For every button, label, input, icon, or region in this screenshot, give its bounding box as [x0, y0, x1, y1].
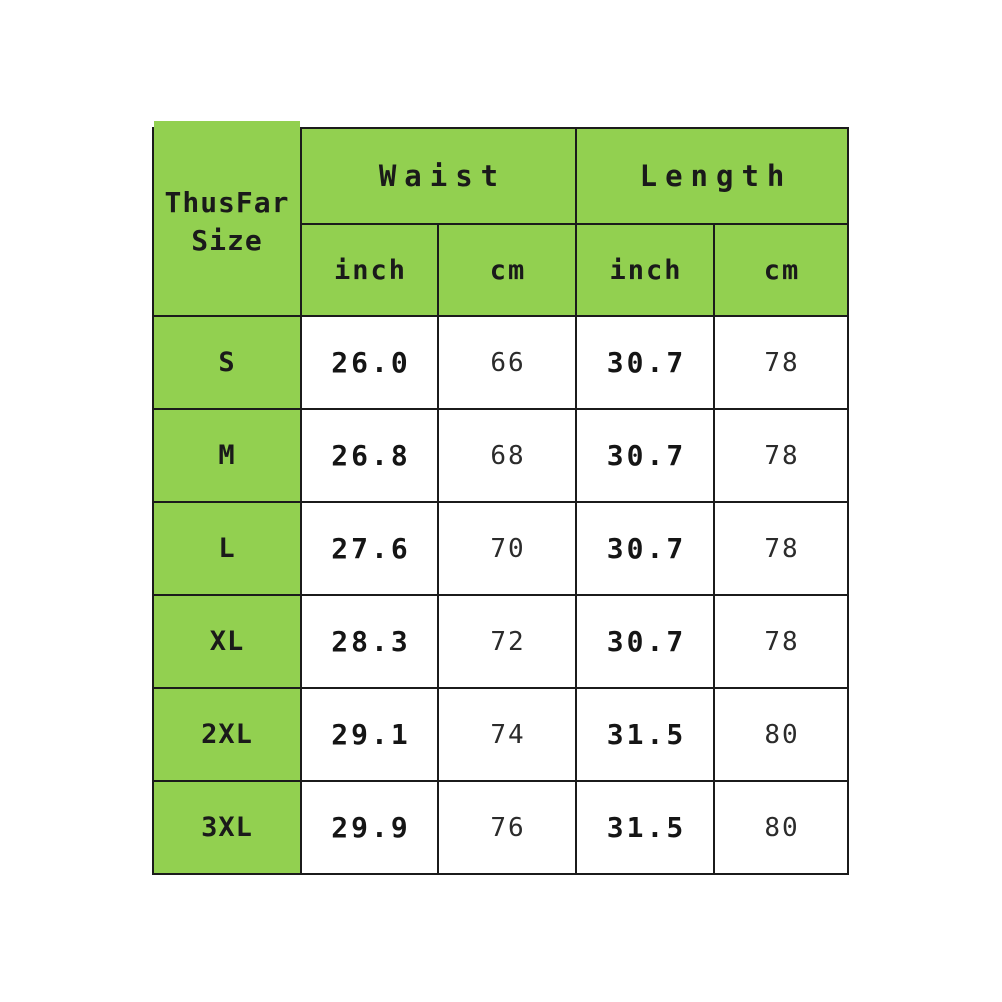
length-cm-value: 78 [714, 316, 848, 409]
table-row [153, 316, 848, 409]
waist-inch-value: 26.8 [301, 409, 438, 502]
subheader-length-inch: inch [576, 224, 714, 316]
waist-cm-value: 74 [438, 688, 576, 781]
length-cm-value: 78 [714, 502, 848, 595]
length-inch-value: 30.7 [576, 316, 714, 409]
size-chart-table [152, 127, 849, 875]
table-row [153, 502, 848, 595]
header-cell-length: Length [576, 128, 848, 224]
waist-cm-value: 72 [438, 595, 576, 688]
subheader-length-cm: cm [714, 224, 848, 316]
subheader-waist-cm: cm [438, 224, 576, 316]
length-cm-value: 80 [714, 781, 848, 874]
waist-inch-value: 29.9 [301, 781, 438, 874]
subheader-waist-inch: inch [301, 224, 438, 316]
waist-cm-value: 68 [438, 409, 576, 502]
waist-inch-value: 27.6 [301, 502, 438, 595]
table-row [153, 781, 848, 874]
waist-inch-value: 26.0 [301, 316, 438, 409]
waist-inch-value: 28.3 [301, 595, 438, 688]
waist-cm-value: 70 [438, 502, 576, 595]
length-cm-value: 80 [714, 688, 848, 781]
length-cm-value: 78 [714, 409, 848, 502]
table-row [153, 688, 848, 781]
header-cell-waist: Waist [301, 128, 576, 224]
length-inch-value: 30.7 [576, 409, 714, 502]
length-inch-value: 30.7 [576, 595, 714, 688]
size-column-label: Size [191, 224, 263, 257]
size-cell: M [153, 409, 301, 502]
size-cell: L [153, 502, 301, 595]
size-chart-wrapper [152, 127, 849, 875]
size-cell: S [153, 316, 301, 409]
length-inch-value: 31.5 [576, 781, 714, 874]
size-cell: 3XL [153, 781, 301, 874]
brand-label: ThusFar [164, 186, 290, 220]
header-cell-size [153, 128, 301, 316]
waist-cm-value: 76 [438, 781, 576, 874]
waist-cm-value: 66 [438, 316, 576, 409]
size-cell: XL [153, 595, 301, 688]
size-cell: 2XL [153, 688, 301, 781]
table-row [153, 409, 848, 502]
length-inch-value: 31.5 [576, 688, 714, 781]
green-overhang-strip [154, 121, 300, 131]
length-inch-value: 30.7 [576, 502, 714, 595]
length-cm-value: 78 [714, 595, 848, 688]
waist-inch-value: 29.1 [301, 688, 438, 781]
table-row [153, 595, 848, 688]
